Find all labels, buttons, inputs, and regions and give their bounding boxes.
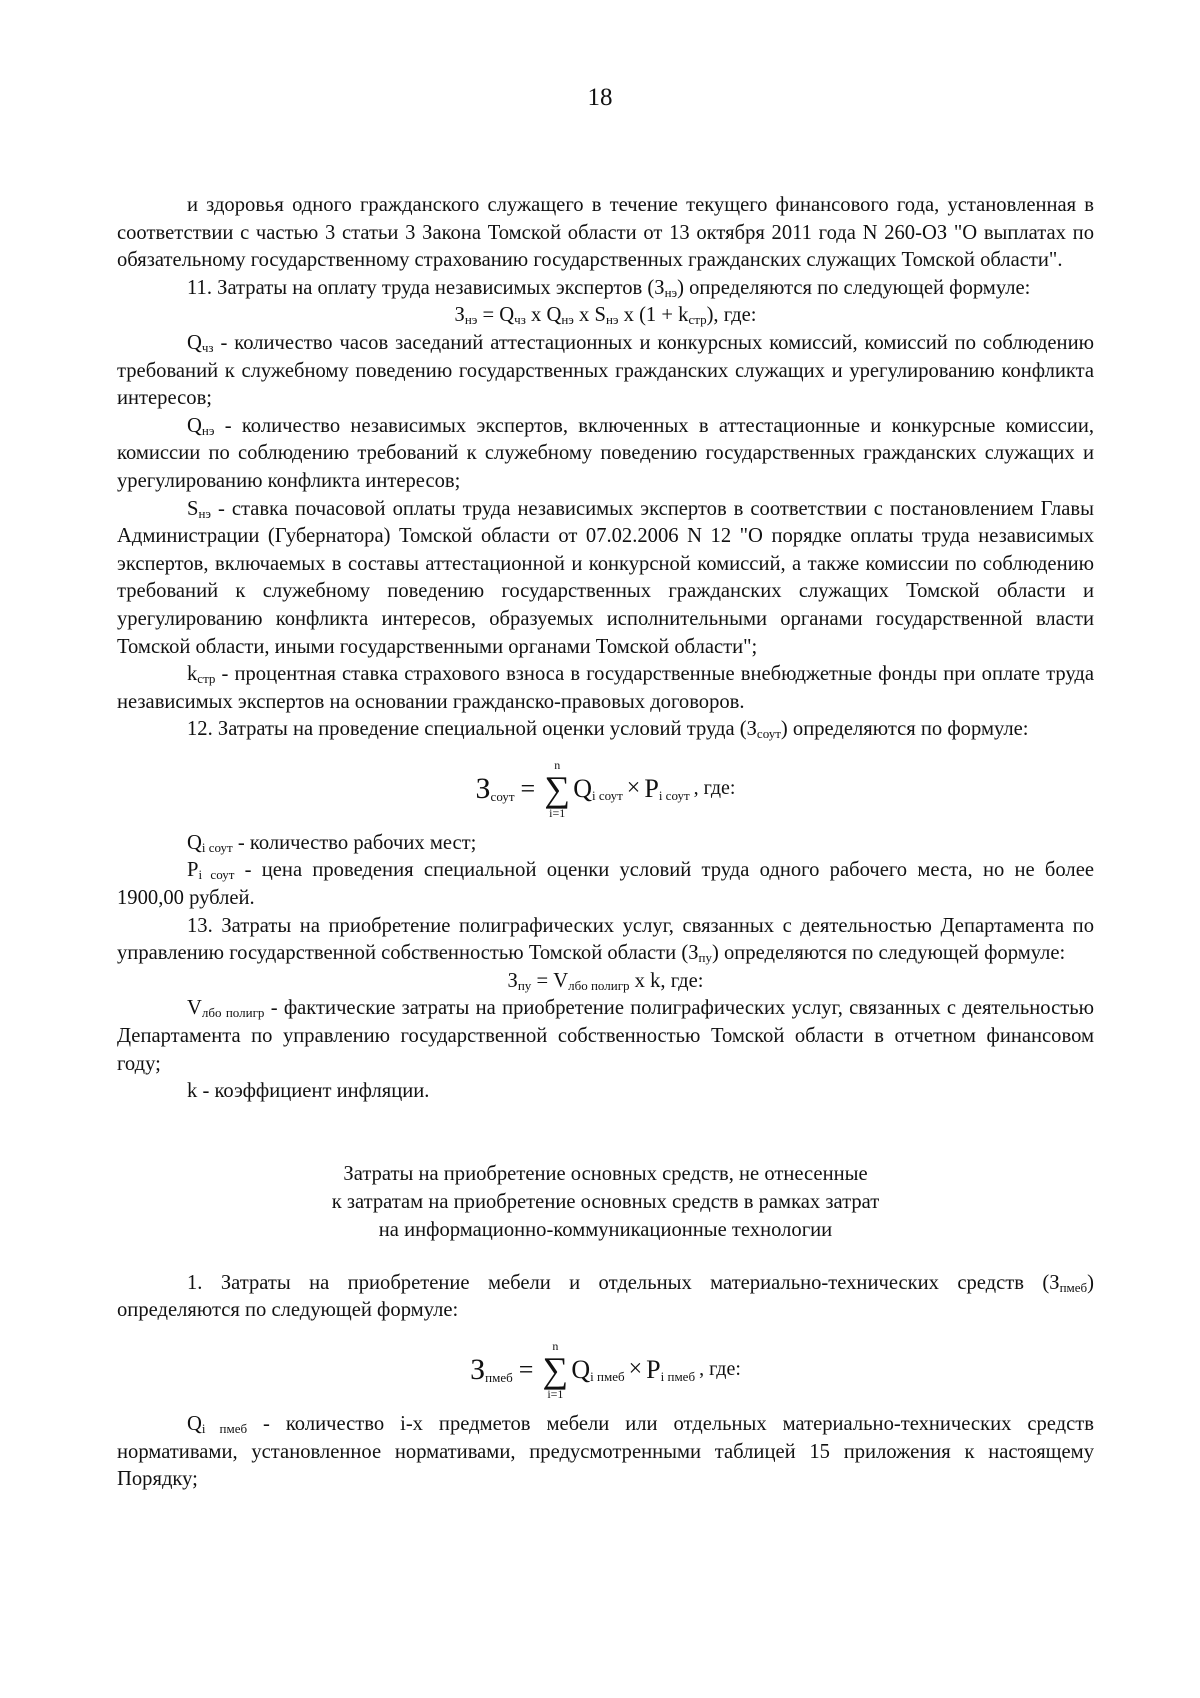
definition-k-str: $k_{стр}$ - процентная ставка страхового взноса в государственные внебюджетные фонды при оплате труда независимых экспертов на основании гражданско-правовых договоров.: [117, 663, 1094, 713]
definition-k: k - коэффициент инфляции.: [187, 1080, 430, 1103]
definition-q-chz: $Q_{чз}$ - количество часов заседаний аттестационных и конкурсных комиссий, комиссий по соблюдению требований к служебному поведению государственных гражданских служащих и урегулированию конфликта интересов;: [117, 331, 1094, 410]
paragraph-insurance: и здоровья одного гражданского служащего в течение текущего финансового года, установленная в соответствии с частью 3 статьи 3 Закона Томской области от 13 октября 2011 года N 260-ОЗ "О выплатах по обязательному государственному страхованию государственных гражданских служащих Томской области".: [117, 194, 1094, 272]
formula-experts: $З_{нэ} = Q_{чз}$ x $Q_{нэ}$ x $S_{нэ}$ x $(1 + k_{стр})$, где:: [454, 304, 757, 328]
paragraph-13: 13. Затраты на приобретение полиграфических услуг, связанных с деятельностью Департамента по управлению государственной собственностью Томской области $(З_{пу})$ определяются по следующей формуле:: [117, 914, 1094, 966]
sum-symbol: n ∑ i=1: [542, 1339, 569, 1401]
paragraph-11: 11. Затраты на оплату труда независимых экспертов $(З_{нэ})$ определяются по следующей формуле:: [187, 276, 1031, 300]
definition-q-pmeb: $Q_{i пмеб}$ - количество i-х предметов мебели или отдельных материально-технических средств нормативами, установленное нормативами, предусмотренными таблицей 15 приложения к настоящему Порядку;: [117, 1413, 1094, 1491]
page-number: 18: [587, 84, 613, 111]
formula-furniture: $З_{пмеб}$ = n ∑ i=1 $Q_{i пмеб}$ × $P_{i пмеб}$ , где:: [470, 1339, 741, 1401]
formula-printing: $З_{пу} = V_{лбо полигр}$ x k, где:: [507, 969, 704, 993]
definition-v-lbo: $V_{лбо полигр}$ - фактические затраты на приобретение полиграфических услуг, связанных с деятельностью Департамента по управлению государственной собственностью Томской области в отчетном финансовом году;: [117, 997, 1094, 1075]
sum-symbol: n ∑ i=1: [544, 757, 571, 820]
paragraph-12: 12. Затраты на проведение специальной оценки условий труда $(З_{соут})$ определяются по формуле:: [187, 718, 1029, 742]
document-body: [117, 192, 1094, 1494]
section-heading: Затраты на приобретение основных средств, не отнесенные к затратам на приобретение основных средств в рамках затрат на информационно-коммуникационные технологии: [331, 1162, 880, 1241]
definition-p-sout: $P_{i соут}$ - цена проведения специальной оценки условий труда одного рабочего места, но не более 1900,00 рублей.: [117, 859, 1094, 910]
formula-sout: $З_{соут}$ = n ∑ i=1 $Q_{i соут}$ × $P_{i соут}$ , где:: [475, 757, 736, 820]
paragraph-furniture: 1. Затраты на приобретение мебели и отдельных материально-технических средств $(З_{пмеб})$ определяются по следующей формуле:: [117, 1271, 1094, 1322]
definition-q-sout: $Q_{i соут}$ - количество рабочих мест;: [187, 831, 477, 855]
definition-q-ne: $Q_{нэ}$ - количество независимых экспертов, включенных в аттестационные и конкурсные комиссии, комиссии по соблюдению требований к служебному поведению государственных гражданских служащих и урегулированию конфликта интересов;: [117, 414, 1094, 492]
definition-s-ne: $S_{нэ}$ - ставка почасовой оплаты труда независимых экспертов в соответствии с постановлением Главы Администрации (Губернатора) Томской области от 07.02.2006 N 12 "О порядке оплаты труда независимых экспертов, включаемых в составы аттестационной и конкурсной комиссий, а также комиссии по соблюдению требований к служебному поведению государственных гражданских служащих Томской области и урегулированию конфликта интересов, образуемых исполнительными органами государственной власти Томской области, иными государственными органами Томской области";: [117, 497, 1094, 658]
